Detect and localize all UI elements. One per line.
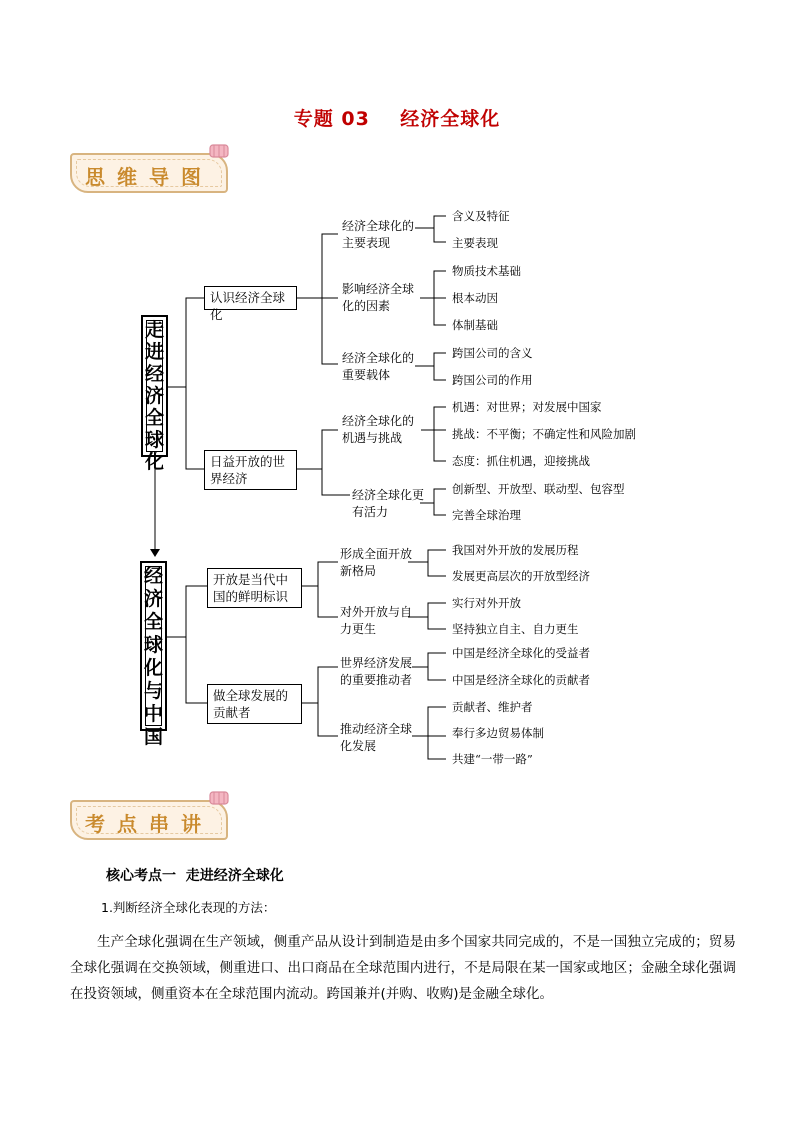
- branch-label: 认识经济全球化: [210, 290, 286, 322]
- leaf: 实行对外开放: [452, 596, 521, 610]
- branch-label: 开放是当代中国的鲜明标识: [213, 572, 289, 604]
- node-vitality: 经济全球化更有活力: [352, 488, 425, 519]
- branch-label: 做全球发展的贡献者: [213, 688, 289, 720]
- node-opportunities: 经济全球化的机遇与挑战: [342, 414, 415, 445]
- leaf: 体制基础: [452, 318, 498, 332]
- leaf: 机遇：对世界；对发展中国家: [452, 400, 602, 414]
- leaf: 物质技术基础: [452, 264, 521, 278]
- branch-label: 日益开放的世界经济: [210, 454, 286, 486]
- node-open-pattern: 形成全面开放新格局: [340, 547, 413, 578]
- root-node-2-label: 经济全球化与中国: [143, 565, 163, 748]
- branch-box-contributor: [207, 684, 302, 724]
- node-main-forms: 经济全球化的主要表现: [342, 219, 415, 250]
- keypoint-heading: 核心考点一 走进经济全球化: [106, 868, 284, 884]
- node-carriers: 经济全球化的重要载体: [342, 351, 415, 382]
- node-promote: 推动经济全球化发展: [340, 722, 413, 753]
- leaf: 中国是经济全球化的贡献者: [452, 673, 590, 687]
- document-title: 专题 03 经济全球化: [293, 108, 501, 130]
- keypoints-banner: [70, 796, 234, 844]
- mindmap-banner-label: 思维导图: [85, 165, 213, 189]
- keypoints-banner-label: 考点串讲: [85, 812, 213, 836]
- leaf: 完善全球治理: [452, 508, 521, 522]
- leaf: 跨国公司的作用: [452, 373, 533, 387]
- leaf: 挑战：不平衡；不确定性和风险加剧: [452, 427, 636, 441]
- leaf: 含义及特征: [452, 209, 510, 223]
- leaf: 跨国公司的含义: [452, 346, 533, 360]
- branch-box-recognize: [204, 286, 297, 322]
- body-paragraph: 生产全球化强调在生产领域，侧重产品从设计到制造是由多个国家共同完成的，不是一国独立完成的；贸易全球化强调在交换领域，侧重进口、出口商品在全球范围内进行，不是局限在某一国家或地区；金融全球化强调在投资领域，侧重资本在全球范围内流动。跨国兼并(并购、收购)是金融全球化。: [70, 934, 736, 1002]
- leaf: 我国对外开放的发展历程: [452, 543, 579, 557]
- root-node-1-label: 走进经济全球化: [144, 319, 164, 473]
- leaf: 创新型、开放型、联动型、包容型: [452, 482, 625, 496]
- branch-box-opening-china: [207, 568, 302, 608]
- leaf: 根本动因: [452, 291, 498, 305]
- leaf: 共建“一带一路”: [452, 752, 533, 766]
- node-self-reliance: 对外开放与自力更生: [340, 605, 413, 636]
- leaf: 贡献者、维护者: [452, 700, 533, 714]
- method-heading: 1.判断经济全球化表现的方法：: [101, 900, 276, 915]
- root-node-2: [140, 561, 167, 748]
- node-factors: 影响经济全球化的因素: [342, 282, 415, 313]
- leaf: 坚持独立自主、自力更生: [452, 622, 579, 636]
- branch-box-open-economy: [204, 450, 297, 490]
- paperclip-icon: [208, 790, 230, 806]
- leaf: 奉行多边贸易体制: [452, 726, 544, 740]
- leaf: 中国是经济全球化的受益者: [452, 646, 590, 660]
- node-driver: 世界经济发展的重要推动者: [340, 656, 413, 687]
- leaf: 发展更高层次的开放型经济: [452, 569, 590, 583]
- root-node-1: [141, 315, 168, 473]
- leaf: 态度：抓住机遇，迎接挑战: [452, 454, 590, 468]
- leaf: 主要表现: [452, 236, 498, 250]
